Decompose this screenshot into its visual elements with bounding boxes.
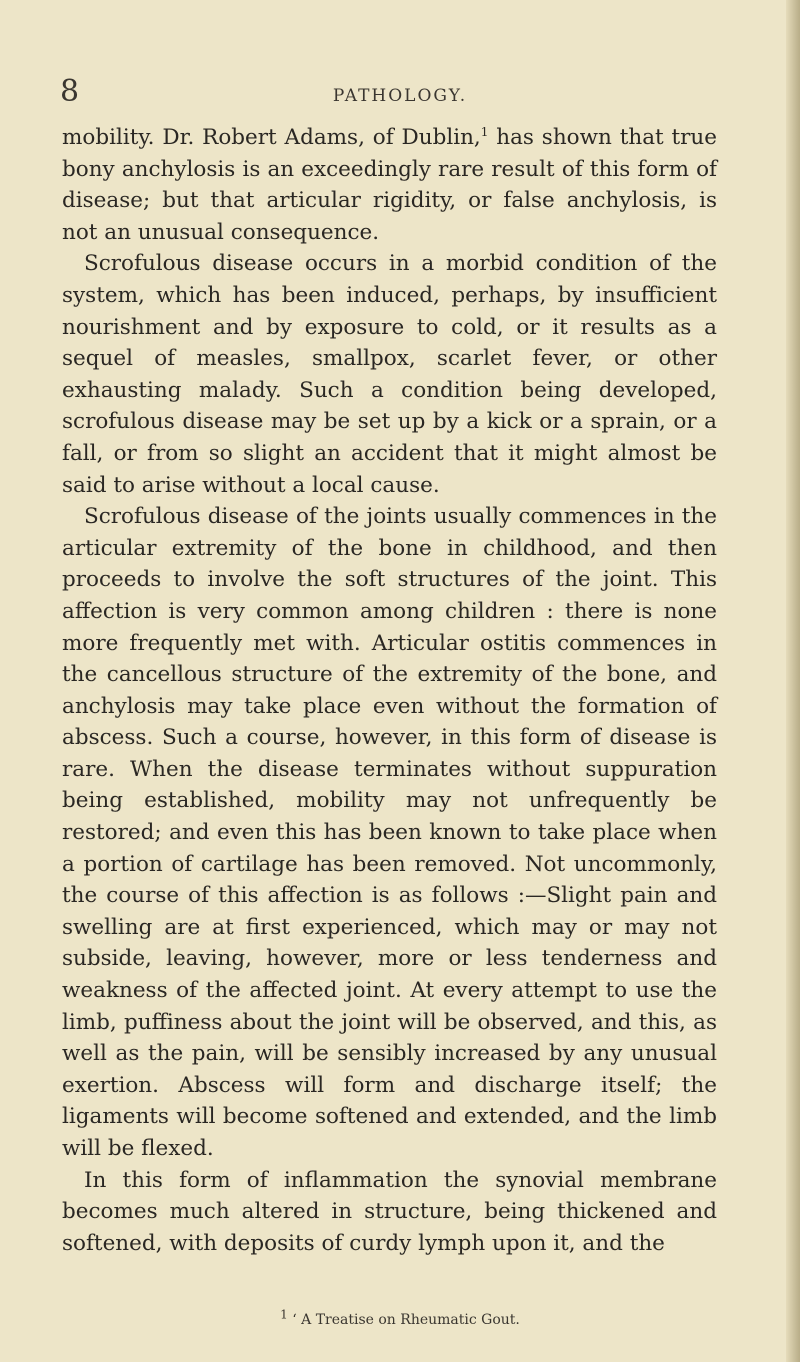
footnote-text: ‘ A Treatise on Rheumatic Gout. <box>292 1312 520 1328</box>
footnote-marker: 1 <box>280 1307 288 1322</box>
page-edge-shadow <box>786 0 800 1362</box>
page-header <box>60 74 740 109</box>
footnote-reference: 1 <box>480 124 489 139</box>
paragraph: Scrofulous disease occurs in a morbid condition of the system, which has been induced, perhaps, by insufficient nourishment and by exposure to cold, or it results as a sequel of measles, smallpox, scarlet fever, or other exhausting malady. Such a condition being developed, scrofulous disease may be set up by a kick or a sprain, or a fall, or from so slight an accident that it might almost be said to arise without a local cause. <box>62 251 717 498</box>
paragraph: In this form of inflammation the synovial membrane becomes much altered in structure, being thickened and softened, with deposits of curdy lymph upon it, and the <box>62 1167 717 1256</box>
paragraph: Scrofulous disease of the joints usually commences in the articular extremity of the bone in childhood, and then proceeds to involve the soft structures of the joint. This affection is very common among children : there is none more frequently met with. Articular ostitis commences in the cancellous structure of the extremity of the bone, and anchylosis may take place even without the formation of abscess. Such a course, however, in this form of disease is rare. When the disease terminates without suppuration being established, mobility may not unfrequently be restored; and even this has been known to take place when a portion of cartilage has been removed. Not uncommonly, the course of this affection is as follows :—Slight pain and swelling are at first experienced, which may or may not subside, leaving, however, more or less tenderness and weakness of the affected joint. At every attempt to use the limb, puffiness about the joint will be observed, and this, as well as the pain, will be sensibly increased by any unusual exertion. Abscess will form and discharge itself; the ligaments will become softened and extended, and the limb will be flexed. <box>62 504 717 1161</box>
paragraph-text: has shown that true bony anchylosis is an exceedingly rare result of this form of disease; but that articular rigidity, or false anchylosis, is not an unusual consequence. <box>62 125 717 245</box>
running-head: PATHOLOGY. <box>332 86 468 106</box>
paragraph-text: mobility. Dr. Robert Adams, of Dublin, <box>62 125 481 150</box>
paragraph-continued <box>62 122 717 248</box>
body-text <box>62 122 717 1259</box>
footnote <box>0 1307 800 1328</box>
page-number: 8 <box>60 74 80 109</box>
